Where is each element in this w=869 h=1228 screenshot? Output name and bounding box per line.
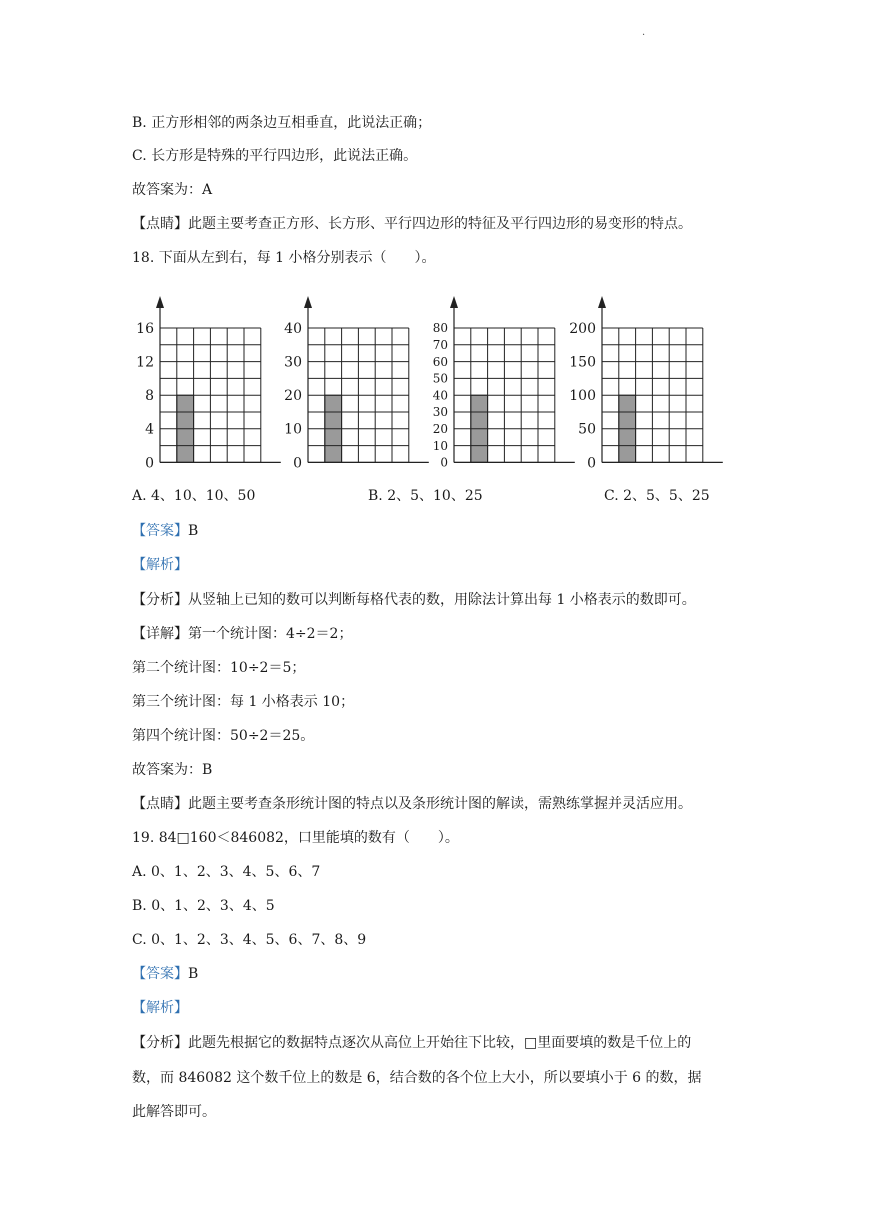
bar-chart-4-svg (570, 292, 730, 472)
bar-chart-1-svg (128, 292, 288, 472)
y-tick-label: 100 (569, 388, 596, 405)
q18-conclusion: 故答案为：B (132, 762, 213, 778)
y-tick-label: 40 (432, 388, 448, 403)
q19-question: 19. 84□160＜846082，口里能填的数有（ ）。 (132, 830, 459, 846)
q17-key-point (132, 214, 692, 234)
q18-option-b: B. 2、5、10、25 (368, 488, 483, 504)
y-tick-label: 200 (569, 320, 596, 337)
answer-tag: 【答案】 (132, 523, 188, 539)
q19-fenxi-2: 数，而 846082 这个数千位上的数是 6，结合数的各个位上大小，所以要填小于 6 的数，据 (132, 1070, 702, 1086)
detail-tag: 【详解】 (132, 626, 188, 642)
y-tick-label: 20 (432, 422, 448, 436)
y-tick-label: 30 (284, 354, 302, 371)
bar-chart-2-svg (276, 292, 436, 472)
q18-detail-4: 第四个统计图：50÷2＝25。 (132, 728, 315, 744)
q18-answer (132, 521, 198, 541)
q18-option-c: C. 2、5、5、25 (604, 488, 710, 504)
y-tick-label: 80 (432, 321, 448, 336)
y-tick-label: 60 (432, 354, 448, 369)
q18-detail-1 (132, 624, 352, 644)
q19-analysis-tag: 【解析】 (132, 1000, 188, 1016)
y-tick-label: 16 (136, 320, 154, 337)
fenxi-text-1: 此题先根据它的数据特点逐次从高位上开始往下比较，□里面要填的数是千位上的 (188, 1035, 692, 1051)
q19-option-a: A. 0、1、2、3、4、5、6、7 (132, 864, 321, 880)
q17-conclusion: 故答案为：A (132, 182, 213, 198)
q18-fenxi (132, 590, 696, 610)
header-mark: · (642, 30, 646, 41)
y-axis-arrow-icon (304, 296, 312, 308)
key-point-tag: 【点睛】 (132, 796, 188, 812)
y-tick-label: 8 (145, 388, 154, 405)
key-point-text: 此题主要考查正方形、长方形、平行四边形的特征及平行四边形的易变形的特点。 (188, 216, 692, 232)
y-tick-label: 40 (284, 320, 302, 337)
y-tick-label: 30 (432, 405, 448, 420)
bar-chart-4 (570, 292, 730, 472)
key-point-tag: 【点睛】 (132, 216, 188, 232)
q18-question: 18. 下面从左到右，每 1 小格分别表示（ ）。 (132, 250, 436, 266)
fenxi-tag: 【分析】 (132, 1035, 188, 1051)
q19-fenxi-3: 此解答即可。 (132, 1104, 216, 1120)
bar-chart-1 (128, 292, 288, 472)
y-tick-label: 10 (284, 421, 302, 438)
bar-chart-3 (422, 292, 582, 472)
y-tick-label: 0 (293, 455, 302, 472)
y-axis-arrow-icon (450, 296, 458, 308)
q18-detail-2: 第二个统计图：10÷2＝5； (132, 660, 306, 676)
y-tick-label: 0 (587, 455, 596, 472)
y-tick-label: 20 (284, 388, 302, 405)
answer-tag: 【答案】 (132, 966, 188, 982)
bar-chart-3-svg (422, 292, 582, 472)
fenxi-text: 从竖轴上已知的数可以判断每格代表的数，用除法计算出每 1 小格表示的数即可。 (188, 592, 696, 608)
q18-analysis-tag: 【解析】 (132, 557, 188, 573)
fenxi-tag: 【分析】 (132, 592, 188, 608)
q18-detail-3: 第三个统计图：每 1 小格表示 10； (132, 694, 355, 710)
detail-text-1: 第一个统计图：4÷2＝2； (188, 626, 353, 642)
y-tick-label: 0 (440, 455, 448, 470)
q19-option-b: B. 0、1、2、3、4、5 (132, 898, 275, 914)
y-tick-label: 150 (569, 354, 596, 371)
bar-chart-2 (276, 292, 436, 472)
q19-answer (132, 964, 198, 984)
answer-value: B (188, 523, 199, 539)
y-tick-label: 50 (432, 371, 448, 386)
y-tick-label: 12 (136, 354, 154, 371)
q18-key-point (132, 794, 692, 814)
answer-value: B (188, 966, 199, 982)
q19-option-c: C. 0、1、2、3、4、5、6、7、8、9 (132, 932, 367, 948)
q19-fenxi-1 (132, 1033, 691, 1053)
y-axis-arrow-icon (598, 296, 606, 308)
key-point-text: 此题主要考查条形统计图的特点以及条形统计图的解读，需熟练掌握并灵活应用。 (188, 796, 692, 812)
y-axis-arrow-icon (156, 296, 164, 308)
q18-option-a: A. 4、10、10、50 (132, 488, 256, 504)
y-tick-label: 70 (432, 338, 448, 352)
option-b-explanation: B. 正方形相邻的两条边互相垂直，此说法正确； (132, 115, 432, 131)
option-c-explanation: C. 长方形是特殊的平行四边形，此说法正确。 (132, 148, 418, 164)
y-tick-label: 10 (432, 438, 448, 453)
y-tick-label: 50 (578, 421, 596, 438)
y-tick-label: 0 (145, 455, 154, 472)
y-tick-label: 4 (145, 421, 154, 438)
